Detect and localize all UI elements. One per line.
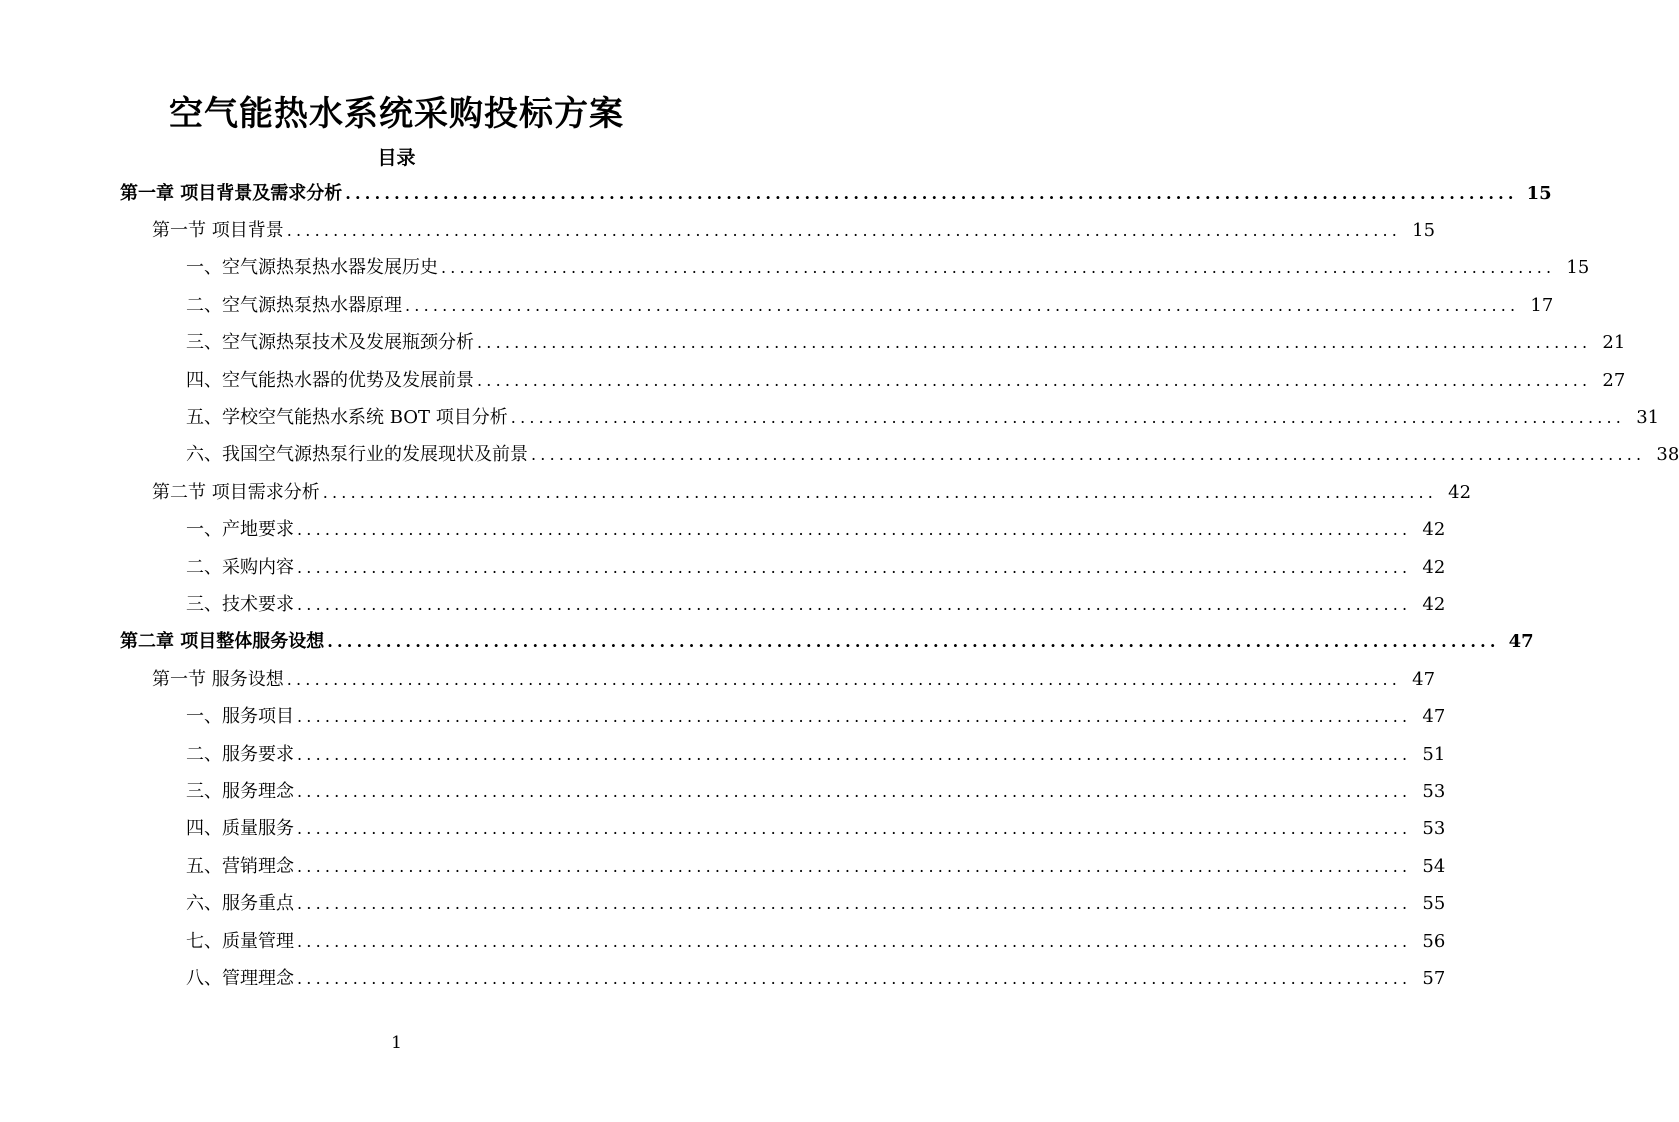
toc-entry-text: 第二节 项目需求分析 [152, 481, 320, 503]
toc-entry-text: 第一章 项目背景及需求分析 [120, 182, 343, 204]
toc-entry-page: 42 [1448, 481, 1472, 503]
toc-entry[interactable] [0, 923, 1446, 960]
toc-leader-dots: ........................................................................................................................ [477, 370, 1592, 390]
toc-entry[interactable] [0, 212, 1436, 249]
toc-entry-text: 六、服务重点 [186, 893, 294, 915]
toc-entry-text: 第一节 项目背景 [152, 220, 284, 242]
toc-entry-text: 七、质量管理 [186, 930, 294, 952]
toc-entry-page: 15 [1566, 257, 1590, 279]
toc-entry[interactable] [0, 811, 1446, 848]
toc-entry-page: 38 [1656, 444, 1679, 466]
toc-entry-text: 六、我国空气源热泵行业的发展现状及前景 [186, 444, 528, 466]
toc-entry-page: 42 [1422, 556, 1446, 578]
toc-entry-text: 第一节 服务设想 [152, 668, 284, 690]
toc-entry-page: 42 [1422, 593, 1446, 615]
toc-entry[interactable] [0, 362, 1626, 399]
toc-entry-page: 15 [1412, 220, 1436, 242]
toc-entry-page: 53 [1422, 780, 1446, 802]
toc-entry[interactable] [0, 325, 1626, 362]
toc-entry[interactable] [0, 437, 1679, 474]
toc-entry-page: 21 [1602, 332, 1626, 354]
toc-leader-dots: ........................................................................................................................ [297, 856, 1412, 876]
toc-entry-page: 47 [1508, 631, 1534, 653]
toc-leader-dots: ........................................................................................................................ [441, 258, 1556, 278]
toc-entry-text: 第二章 项目整体服务设想 [120, 631, 325, 653]
toc-entry-text: 一、产地要求 [186, 519, 294, 541]
toc-leader-dots: ........................................................................................................................ [510, 408, 1626, 428]
toc-entry-page: 54 [1422, 855, 1446, 877]
toc-entry-text: 五、营销理念 [186, 855, 294, 877]
toc-entry-page: 31 [1636, 407, 1660, 429]
toc-entry[interactable] [0, 399, 1660, 436]
toc-leader-dots: ........................................................................................................................ [297, 557, 1412, 577]
toc-entry[interactable] [0, 175, 1552, 212]
toc-leader-dots: ........................................................................................................................ [286, 669, 1402, 689]
toc-entry[interactable] [0, 885, 1446, 922]
toc-entry-text: 二、采购内容 [186, 556, 294, 578]
toc-entry-page: 17 [1530, 294, 1554, 316]
toc-leader-dots: ........................................................................................................................ [297, 781, 1412, 801]
toc-entry-text: 二、服务要求 [186, 743, 294, 765]
page-number: 1 [391, 1033, 402, 1053]
toc-leader-dots: ........................................................................................................................ [297, 520, 1412, 540]
toc-entry-text: 四、空气能热水器的优势及发展前景 [186, 369, 474, 391]
toc-entry-page: 53 [1422, 818, 1446, 840]
toc-leader-dots: ........................................................................................................................ [327, 632, 1500, 652]
toc-entry[interactable] [0, 287, 1554, 324]
toc-leader-dots: ........................................................................................................................ [531, 445, 1646, 465]
toc-leader-dots: ........................................................................................................................ [297, 894, 1412, 914]
toc-leader-dots: ........................................................................................................................ [322, 482, 1438, 502]
toc-entry[interactable] [0, 512, 1446, 549]
toc-entry[interactable] [0, 661, 1436, 698]
toc-entry[interactable] [0, 698, 1446, 735]
toc-leader-dots: ........................................................................................................................ [297, 819, 1412, 839]
toc-entry[interactable] [0, 250, 1590, 287]
table-of-contents [0, 175, 1679, 998]
toc-entry-page: 42 [1422, 519, 1446, 541]
toc-entry[interactable] [0, 736, 1446, 773]
toc-entry[interactable] [0, 586, 1446, 623]
toc-entry[interactable] [0, 773, 1446, 810]
toc-entry-text: 三、服务理念 [186, 780, 294, 802]
toc-entry[interactable] [0, 624, 1534, 661]
toc-leader-dots: ........................................................................................................................ [477, 333, 1592, 353]
toc-entry-text: 三、空气源热泵技术及发展瓶颈分析 [186, 332, 474, 354]
toc-leader-dots: ........................................................................................................................ [345, 183, 1518, 203]
toc-leader-dots: ........................................................................................................................ [405, 295, 1520, 315]
document-title: 空气能热水系统采购投标方案 [169, 94, 624, 134]
toc-entry-page: 15 [1526, 182, 1552, 204]
toc-leader-dots: ........................................................................................................................ [297, 744, 1412, 764]
toc-entry-page: 56 [1422, 930, 1446, 952]
toc-entry-page: 57 [1422, 967, 1446, 989]
toc-entry-page: 51 [1422, 743, 1446, 765]
toc-leader-dots: ........................................................................................................................ [286, 221, 1402, 241]
toc-leader-dots: ........................................................................................................................ [297, 594, 1412, 614]
toc-entry[interactable] [0, 848, 1446, 885]
toc-entry-page: 27 [1602, 369, 1626, 391]
toc-entry-text: 二、空气源热泵热水器原理 [186, 294, 402, 316]
toc-entry-text: 一、空气源热泵热水器发展历史 [186, 257, 438, 279]
toc-entry-page: 47 [1412, 668, 1436, 690]
toc-entry-text: 八、管理理念 [186, 967, 294, 989]
toc-leader-dots: ........................................................................................................................ [297, 707, 1412, 727]
toc-entry-text: 一、服务项目 [186, 706, 294, 728]
toc-heading: 目录 [377, 147, 416, 169]
toc-entry-page: 47 [1422, 706, 1446, 728]
toc-entry-text: 四、质量服务 [186, 818, 294, 840]
toc-leader-dots: ........................................................................................................................ [297, 931, 1412, 951]
toc-entry[interactable] [0, 960, 1446, 997]
toc-entry[interactable] [0, 549, 1446, 586]
toc-entry-page: 55 [1422, 893, 1446, 915]
toc-entry[interactable] [0, 474, 1472, 511]
toc-entry-text: 三、技术要求 [186, 593, 294, 615]
toc-leader-dots: ........................................................................................................................ [297, 968, 1412, 988]
toc-entry-text: 五、学校空气能热水系统 BOT 项目分析 [186, 407, 508, 429]
